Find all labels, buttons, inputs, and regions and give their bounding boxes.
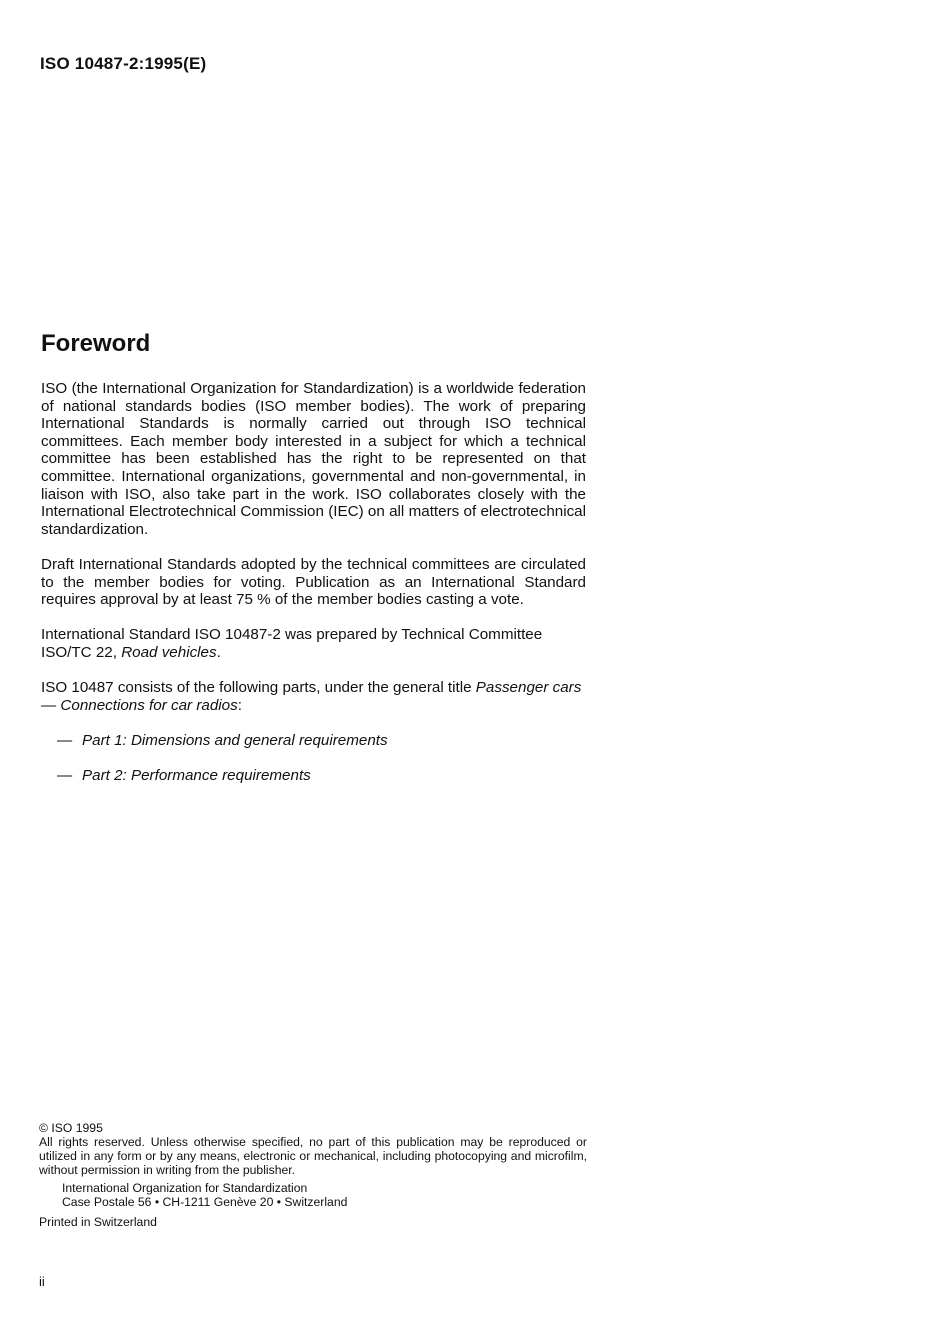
paragraph-4-text: ISO 10487 consists of the following parts, under the general title [41,679,476,697]
parts-list [41,732,586,785]
committee-title: Road vehicles [121,643,217,661]
publisher-postal-address: Case Postale 56 • CH-1211 Genève 20 • Switzerland [62,1195,348,1209]
dash-marker: — [57,731,73,749]
part-label: Part 1: Dimensions and general requirements [82,731,388,749]
list-item [57,732,586,750]
foreword-paragraph-3 [41,626,586,661]
paragraph-3-end: . [216,643,221,661]
foreword-body [41,380,586,803]
page-number: ii [39,1274,45,1289]
general-title: Passenger cars — Connections for car radios [41,679,582,714]
document-identifier: ISO 10487-2:1995(E) [40,54,207,73]
foreword-paragraph-2: Draft International Standards adopted by the technical committees are circulated to the member bodies for voting. Publication as an International Standard requires approval by at least 75 % of the member bodies casting a vote. [41,555,586,609]
paragraph-4-end: : [237,696,242,714]
rights-statement: All rights reserved. Unless otherwise specified, no part of this publication may be reproduced or utilized in any form or by any means, electronic or mechanical, including photocopying and microfilm, without permission in writing from the publisher. [39,1135,587,1177]
copyright-notice: © ISO 1995 [39,1121,103,1135]
section-title-foreword: Foreword [41,330,151,357]
publisher-name: International Organization for Standardization [62,1181,308,1195]
copyright-block [39,1121,587,1229]
part-label: Part 2: Performance requirements [82,767,311,785]
publisher-address [62,1181,587,1209]
printed-location: Printed in Switzerland [39,1215,157,1229]
list-item [57,767,586,785]
foreword-paragraph-1: ISO (the International Organization for Standardization) is a worldwide federation of national standards bodies (ISO member bodies). The work of preparing International Standards is normally carried out through ISO technical committees. Each member body interested in a subject for which a technical committee has been established has the right to be represented on that committee. International organizations, governmental and non-governmental, in liaison with ISO, also take part in the work. ISO collaborates closely with the International Electrotechnical Commission (IEC) on all matters of electrotechnical standardization. [41,380,586,538]
foreword-paragraph-4 [41,679,586,714]
dash-marker: — [57,767,73,785]
paragraph-3-text: International Standard ISO 10487-2 was prepared by Technical Committee ISO/TC 22, [41,626,543,661]
